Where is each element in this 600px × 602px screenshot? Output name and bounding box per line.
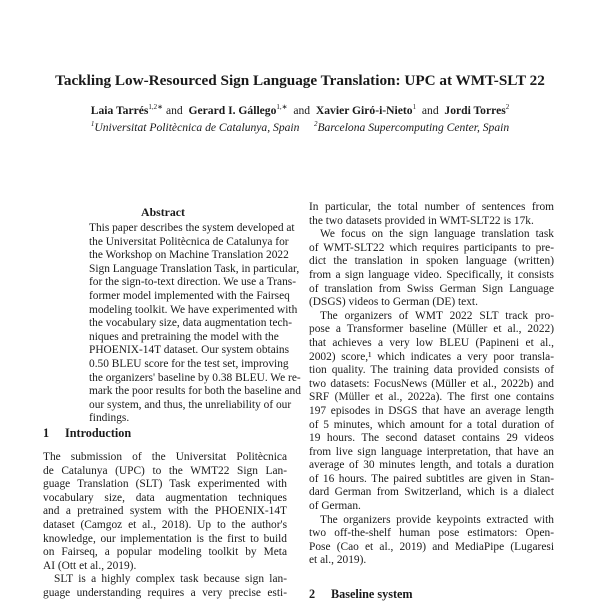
author-name: Gerard I. Gállego bbox=[188, 104, 277, 117]
text-line: of German. bbox=[309, 500, 361, 513]
text-line: SRF (Müller et al., 2022a). The first one contains bbox=[309, 391, 554, 404]
abstract-heading: Abstract bbox=[141, 205, 185, 219]
introduction-body bbox=[43, 451, 287, 601]
author-list: Laia Tarrés$^{1,2∗}$ and Gerard I. Gállego$^{1,∗}$ and Xavier Giró-i-Nieto$^1$ and Jordi Torres$^2$ bbox=[90, 103, 510, 117]
text-line: modeling toolkit. We have experimented with bbox=[89, 303, 298, 316]
text-line: 2002) score,¹ which indicates a very poor transla- bbox=[309, 350, 554, 363]
abstract-body bbox=[89, 222, 301, 426]
text-line: et al., 2019). bbox=[309, 554, 367, 567]
author-name: Laia Tarrés bbox=[90, 104, 149, 117]
text-line: mark the poor results for both the baseline and bbox=[89, 385, 301, 398]
text-line: dataset (Camgoz et al., 2018). Up to the author's bbox=[43, 518, 287, 531]
text-line: on Fairseq, a popular modeling toolkit by Meta bbox=[43, 546, 287, 559]
text-line: from a sign language video. Specifically, it consists bbox=[309, 268, 554, 281]
text-line: dict the translation in spoken language (written) bbox=[309, 255, 554, 268]
text-line: guage Translation (SLT) Task experimented with bbox=[43, 478, 287, 491]
author-name: Xavier Giró-i-Nieto bbox=[315, 104, 413, 117]
text-line: the Workshop on Machine Translation 2022 bbox=[89, 249, 289, 262]
text-line: the vocabulary size, data augmentation tech- bbox=[89, 317, 293, 330]
text-line: former model implemented with the Fairseq bbox=[89, 289, 290, 302]
text-line: the organizers' baseline by 0.38 BLEU. We re- bbox=[89, 371, 301, 384]
text-line: de Catalunya (UPC) to the WMT22 Sign Lan- bbox=[43, 464, 287, 477]
text-line: We focus on the sign language translation task bbox=[320, 228, 554, 241]
text-line: SLT is a highly complex task because sign lan- bbox=[54, 573, 287, 586]
text-line: (DSGS) videos to German (DE) text. bbox=[309, 296, 478, 309]
text-line: that achieves a very low BLEU (Papineni et al., bbox=[309, 336, 554, 349]
text-line: AI (Ott et al., 2019). bbox=[43, 559, 137, 572]
text-line: findings. bbox=[89, 412, 130, 425]
right-column-body bbox=[309, 201, 554, 568]
text-line: average of 30 minutes length, and totals a duration bbox=[309, 459, 554, 472]
text-line: the two datasets provided in WMT-SLT22 is 17k. bbox=[309, 214, 534, 227]
text-line: knowledge, our implementation is the first to build bbox=[43, 532, 287, 545]
text-line: In particular, the total number of sentences from bbox=[309, 201, 554, 213]
text-line: and a pretrained system with the PHOENIX-14T bbox=[43, 505, 287, 518]
text-line: of 5 minutes, which amount for a total duration of bbox=[309, 418, 554, 431]
text-line: of WMT-SLT22 which requires participants to pre- bbox=[309, 241, 554, 254]
text-line: 0.50 BLEU score for the test set, improving bbox=[89, 357, 289, 370]
text-line: 197 episodes in DSGS that have an average length bbox=[309, 404, 554, 417]
text-line: tion quality. The training data provided consists of bbox=[309, 364, 554, 377]
text-line: The organizers provide keypoints extracted with bbox=[320, 513, 554, 526]
affiliation: Barcelona Supercomputing Center, Spain bbox=[317, 121, 510, 134]
text-line: vocabulary size, data augmentation techniques bbox=[43, 491, 287, 504]
text-line: Sign Language Translation Task, in particular, bbox=[89, 262, 300, 275]
affiliation: Universitat Politècnica de Catalunya, Spain bbox=[94, 121, 300, 134]
text-line: dard German from Switzerland, which is a dialect bbox=[309, 486, 554, 499]
affiliations: $^1$Universitat Politècnica de Catalunya, Spain $^2$Barcelona Supercomputing Center, Spain bbox=[90, 120, 510, 134]
text-line: niques and pretraining the model with the bbox=[89, 330, 279, 343]
text-line: Pose (Cao et al., 2019) and MediaPipe (Lugaresi bbox=[309, 540, 554, 553]
text-line: two off-the-shelf human pose estimators: Open- bbox=[309, 527, 554, 540]
section-heading-baseline: 2 Baseline system bbox=[309, 587, 413, 601]
text-line: This paper describes the system developed at bbox=[89, 222, 295, 234]
text-line: The organizers of WMT 2022 SLT track pro- bbox=[320, 309, 554, 322]
text-line: The submission of the Universitat Politècnica bbox=[43, 451, 287, 463]
text-line: for the sign-to-text direction. We use a Trans- bbox=[89, 276, 297, 289]
text-line: pose a Transformer baseline (Müller et al., 2022) bbox=[309, 323, 554, 336]
text-line: 19 hours. The second dataset contains 29 videos bbox=[309, 432, 554, 445]
text-line: PHOENIX-14T dataset. Our system obtains bbox=[89, 344, 290, 357]
text-line: two datasets: FocusNews (Müller et al., 2022b) and bbox=[309, 377, 554, 390]
text-line: the Universitat Politècnica de Catalunya for bbox=[89, 235, 289, 248]
paper-title: Tackling Low-Resourced Sign Language Translation: UPC at WMT-SLT 22 bbox=[55, 72, 545, 89]
text-line: from live sign language interpretation, that have an bbox=[309, 445, 554, 458]
text-line: our system, and thus, the unreliability of our bbox=[89, 398, 292, 411]
author-name: Jordi Torres bbox=[444, 104, 506, 117]
text-line: of translation from Swiss German Sign Language bbox=[309, 282, 554, 295]
text-line: guage understanding requires a very precise esti- bbox=[43, 586, 287, 599]
section-heading-introduction: 1 Introduction bbox=[43, 426, 132, 440]
text-line: of 16 hours. The paired subtitles are given in Stan- bbox=[309, 472, 554, 485]
